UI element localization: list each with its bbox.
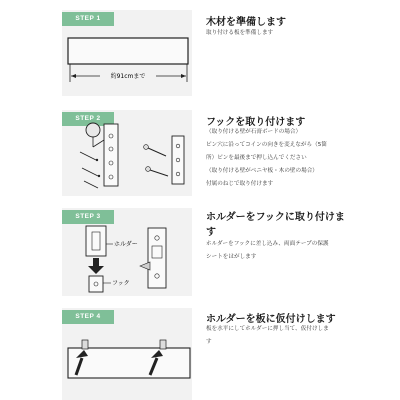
step-4-line: 板を水平にしてホルダーに押し当て、仮付けしま (206, 326, 329, 332)
step-2-line: （取り付ける壁が石膏ボードの場合） (206, 129, 302, 135)
step-1-badge: STEP 1 (62, 12, 114, 26)
step-1-line: 取り付ける板を準備します (206, 30, 274, 36)
step-2-line: （取り付ける壁がベニヤ板・木の壁の場合） (206, 168, 318, 174)
step-4-description (206, 323, 364, 349)
step-1-title: 木材を準備します (206, 17, 286, 28)
step-4-badge: STEP 4 (62, 310, 114, 324)
step-2-badge: STEP 2 (62, 112, 114, 126)
step-3-title-line: ホルダーをフックに取り付けま (206, 212, 345, 223)
step-2-line: 付属のねじで取り付けます (206, 181, 274, 187)
step-2-title: フックを取り付けます (206, 117, 306, 128)
hook-label: フック (112, 280, 130, 287)
board-with-holders (68, 340, 190, 378)
step-3-line: シートをはがします (206, 254, 257, 260)
holder-label: ホルダー (114, 241, 138, 248)
step-2-line: 所）ピンを最後まで押し込んでください (206, 155, 307, 161)
measure-label: 約91cmまで (110, 73, 146, 80)
step-4-line: す (206, 339, 212, 345)
step-3-line: ホルダーをフックに差し込み、両面テープの保護 (206, 241, 329, 247)
step-4-title: ホルダーを板に仮付けします (206, 314, 336, 325)
step-3-badge: STEP 3 (62, 210, 114, 224)
step-2-line: ピン穴に沿ってコインの向きを変えながら（5箇 (206, 142, 327, 148)
step-3-title-line: す (206, 227, 216, 238)
